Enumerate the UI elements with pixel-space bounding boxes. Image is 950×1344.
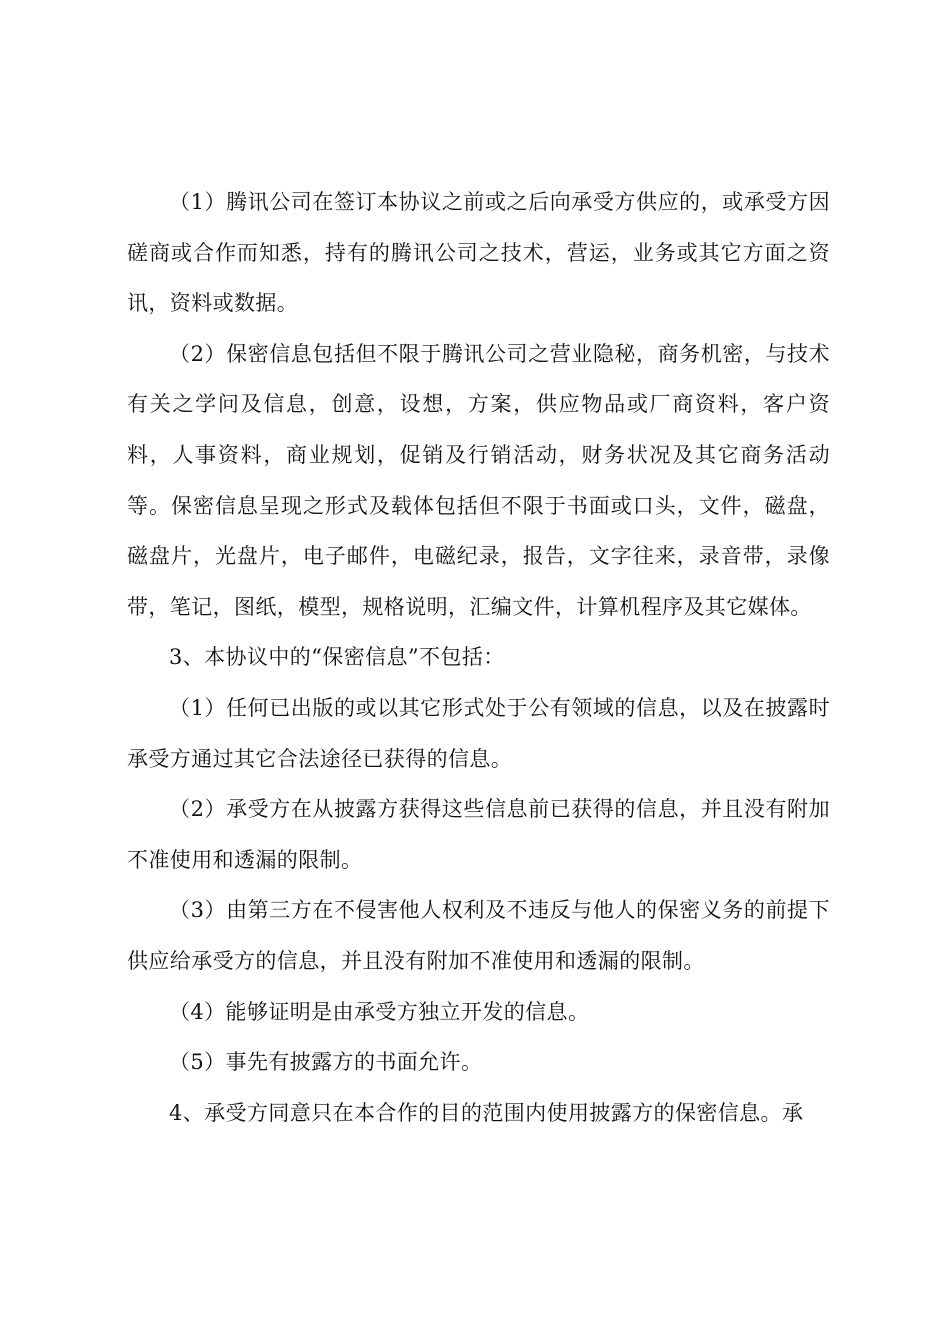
clause-3-heading: 3、本协议中的“保密信息”不包括： [169, 645, 505, 670]
document-body [127, 177, 830, 1138]
exclusion-item-1: （1）任何已出版的或以其它形式处于公有领域的信息，以及在披露时承受方通过其它合法途径已获得的信息。 [127, 695, 830, 771]
paragraph-definition-1: （1）腾讯公司在签订本协议之前或之后向承受方供应的，或承受方因磋商或合作而知悉，持有的腾讯公司之技术，营运，业务或其它方面之资讯，资料或数据。 [127, 190, 830, 316]
exclusion-item-4: （4）能够证明是由承受方独立开发的信息。 [169, 999, 590, 1024]
exclusion-item-5: （5）事先有披露方的书面允许。 [169, 1050, 483, 1075]
exclusion-item-2: （2）承受方在从披露方获得这些信息前已获得的信息，并且没有附加不准使用和透漏的限制。 [127, 797, 830, 872]
exclusion-item-3: （3）由第三方在不侵害他人权利及不违反与他人的保密义务的前提下供应给承受方的信息，并且没有附加不准使用和透漏的限制。 [127, 898, 830, 973]
clause-4-text: 4、承受方同意只在本合作的目的范围内使用披露方的保密信息。承 [169, 1100, 804, 1125]
paragraph-definition-2: （2）保密信息包括但不限于腾讯公司之营业隐秘，商务机密，与技术有关之学问及信息，创意，设想，方案，供应物品或厂商资料，客户资料，人事资料，商业规划，促销及行销活动，财务状况及其它商务活动等。保密信息呈现之形式及载体包括但不限于书面或口头，文件，磁盘，磁盘片，光盘片，电子邮件，电磁纪录，报告，文字往来，录音带，录像带，笔记，图纸，模型，规格说明，汇编文件，计算机程序及其它媒体。 [127, 341, 830, 619]
